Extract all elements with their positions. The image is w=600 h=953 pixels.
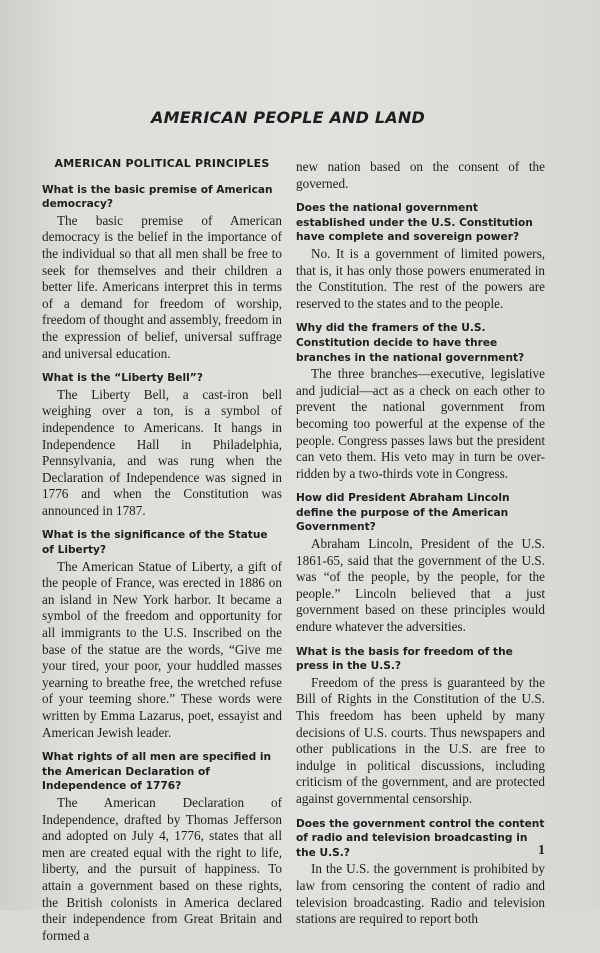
- answer-statue-of-liberty: The American Statue of Liberty, a gift of the people of France, was erected in 1886 on an island in New York harbor. It became a symbol of the freedom and opportunity for all immigrants to the U.S. Inscribed on the base of the statue are the words, “Give me your tired, your poor, your huddled masses yearning to breathe free, the wretched refuse of your teeming shore.” These words were written by Emma Lazarus, poet, essayist and American Jewish leader.: [42, 558, 282, 740]
- answer-three-branches: The three branches—executive, legislative and judicial—act as a check on each other to prevent the national government from becoming too powerful at the expense of the people. Congress passes laws but the president can veto them. His veto may in turn be over-ridden by a two-thirds vote in Congress.: [296, 366, 545, 481]
- right-column: [296, 159, 545, 937]
- question-lincoln: How did President Abraham Lincoln define the purpose of the American Government?: [296, 492, 510, 534]
- answer-sovereign-power: No. It is a government of limited powers, that is, it has only those powers enumerated in the Constitution. The rest of the powers are reserved to the states and to the people.: [296, 245, 545, 311]
- question-liberty-bell: What is the “Liberty Bell”?: [42, 372, 203, 385]
- question-freedom-of-press: What is the basis for freedom of the press in the U.S.?: [296, 645, 513, 673]
- question-broadcasting: Does the government control the content of radio and television broadcasting in the U.S.?: [296, 817, 545, 859]
- answer-lincoln: Abraham Lincoln, President of the U.S. 1861-65, said that the government of the U.S. was “of the people, by the people, for the people.” Lincoln believed that a just government based on these principles would endure whatever the adversities.: [296, 536, 545, 635]
- page-number: 1: [538, 843, 545, 858]
- answer-declaration-rights: The American Declaration of Independence, drafted by Thomas Jefferson and adopted on July 4, 1776, states that all men are created equal with the right to life, liberty, and the pursuit of happiness. To attain a government based on these rights, the British colonists in America declared their independence from Great Britain and formed a: [42, 794, 282, 943]
- question-statue-of-liberty: What is the significance of the Statue of Liberty?: [42, 529, 268, 557]
- answer-basic-premise: The basic premise of American democracy is the belief in the importance of the individual so that all men shall be free to seek for themselves and their children a better life. Americans interpret this in terms of a demand for freedom of worship, freedom of thought and assembly, freedom in the expression of belief, universal suffrage and universal education.: [42, 212, 282, 361]
- question-three-branches: Why did the framers of the U.S. Constitution decide to have three branches in the national government?: [296, 322, 525, 364]
- question-sovereign-power: Does the national government established under the U.S. Constitution have complete and sovereign power?: [296, 202, 533, 244]
- continuation-text: new nation based on the consent of the governed.: [296, 159, 545, 191]
- left-column: [42, 154, 282, 953]
- question-declaration-rights: What rights of all men are specified in the American Declaration of Independence of 1776?: [42, 751, 272, 793]
- question-basic-premise: What is the basic premise of American democracy?: [42, 183, 273, 211]
- answer-broadcasting: In the U.S. the government is prohibited by law from censoring the content of radio and television broadcasting. Radio and television stations are required to report both: [296, 861, 545, 927]
- section-heading: AMERICAN POLITICAL PRINCIPLES: [54, 157, 270, 170]
- answer-freedom-of-press: Freedom of the press is guaranteed by the Bill of Rights in the Constitution of the U.S. This freedom has been upheld by many decisions of U.S. courts. Thus newspapers and other publications in the U.S. are free to indulge in political discussions, including criticism of the government, and are protected against governmental censorship.: [296, 674, 545, 806]
- answer-liberty-bell: The Liberty Bell, a cast-iron bell weighing over a ton, is a symbol of independence to Americans. It hangs in Independence Hall in Philadelphia, Pennsylvania, and was rung when the Declaration of Independence was signed in 1776 and when the Constitution was announced in 1787.: [42, 386, 282, 518]
- page-title: AMERICAN PEOPLE AND LAND: [151, 108, 425, 127]
